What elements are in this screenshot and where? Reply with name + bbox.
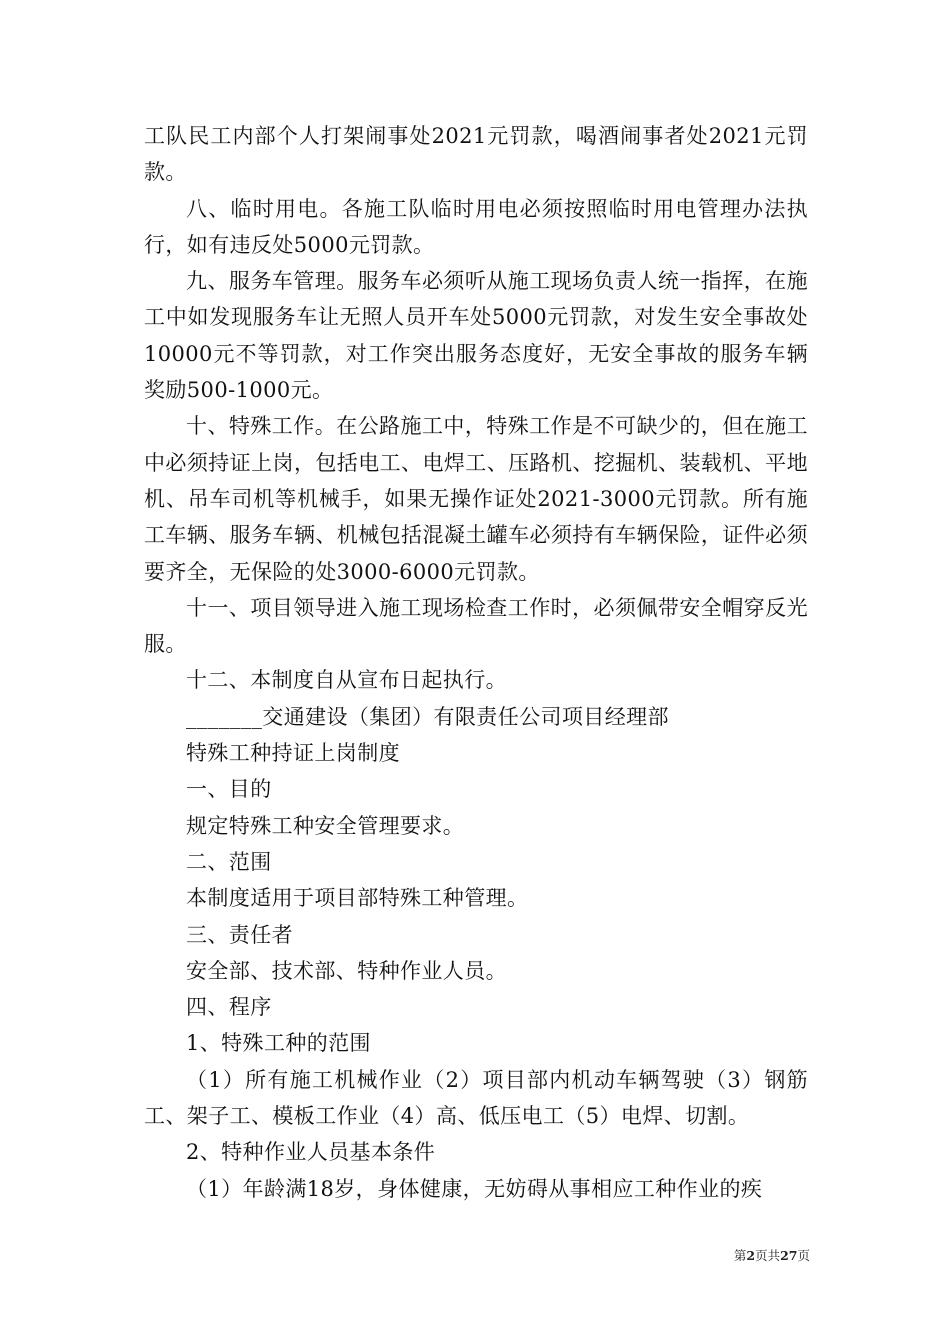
page-number-footer (690, 1246, 810, 1264)
paragraph-16: 1、特殊工种的范围 (186, 1031, 371, 1056)
paragraph-4: 十、特殊工作。在公路施工中，特殊工作是不可缺少的，但在施工中必须持证上岗，包括电工、电焊工、压路机、挖掘机、装载机、平地机、吊车司机等机械手，如果无操作证处2021-3000元罚款。所有施工车辆、服务车辆、机械包括混凝土罐车必须持有车辆保险，证件必须要齐全，无保险的处3000-6000元罚款。 (144, 414, 808, 584)
paragraph-12: 本制度适用于项目部特殊工种管理。 (186, 886, 529, 911)
paragraph-17: （1）所有施工机械作业（2）项目部内机动车辆驾驶（3）钢筋工、架子工、模板工作业（4）高、低压电工（5）电焊、切割。 (144, 1067, 808, 1129)
footer-prefix: 第 (733, 1248, 747, 1263)
paragraph-10: 规定特殊工种安全管理要求。 (186, 813, 465, 838)
paragraph-8: 特殊工种持证上岗制度 (186, 741, 400, 766)
paragraph-7: _______交通建设（集团）有限责任公司项目经理部 (186, 704, 669, 729)
paragraph-13: 三、责任者 (186, 922, 293, 947)
current-page-number: 2 (746, 1248, 756, 1263)
footer-middle: 页共 (755, 1248, 781, 1263)
paragraph-3: 九、服务车管理。服务车必须听从施工现场负责人统一指挥，在施工中如发现服务车让无照人员开车处5000元罚款，对发生安全事故处10000元不等罚款，对工作突出服务态度好，无安全事故的服务车辆奖励500-1000元。 (144, 269, 808, 403)
paragraph-2: 八、临时用电。各施工队临时用电必须按照临时用电管理办法执行，如有违反处5000元罚款。 (144, 196, 808, 257)
paragraph-11: 二、范围 (186, 849, 272, 874)
paragraph-1: 工队民工内部个人打架闹事处2021元罚款，喝酒闹事者处2021元罚款。 (144, 124, 808, 185)
paragraph-5: 十一、项目领导进入施工现场检查工作时，必须佩带安全帽穿反光服。 (144, 595, 808, 657)
paragraph-15: 四、程序 (186, 995, 272, 1020)
document-body (144, 118, 808, 1207)
total-page-count: 27 (780, 1248, 798, 1263)
paragraph-6: 十二、本制度自从宣布日起执行。 (186, 668, 507, 693)
paragraph-9: 一、目的 (186, 777, 272, 802)
footer-suffix: 页 (797, 1248, 810, 1263)
paragraph-18: 2、特种作业人员基本条件 (186, 1140, 436, 1165)
paragraph-14: 安全部、技术部、特种作业人员。 (186, 958, 507, 983)
paragraph-19: （1）年龄满18岁，身体健康，无妨碍从事相应工种作业的疾 (186, 1176, 763, 1201)
